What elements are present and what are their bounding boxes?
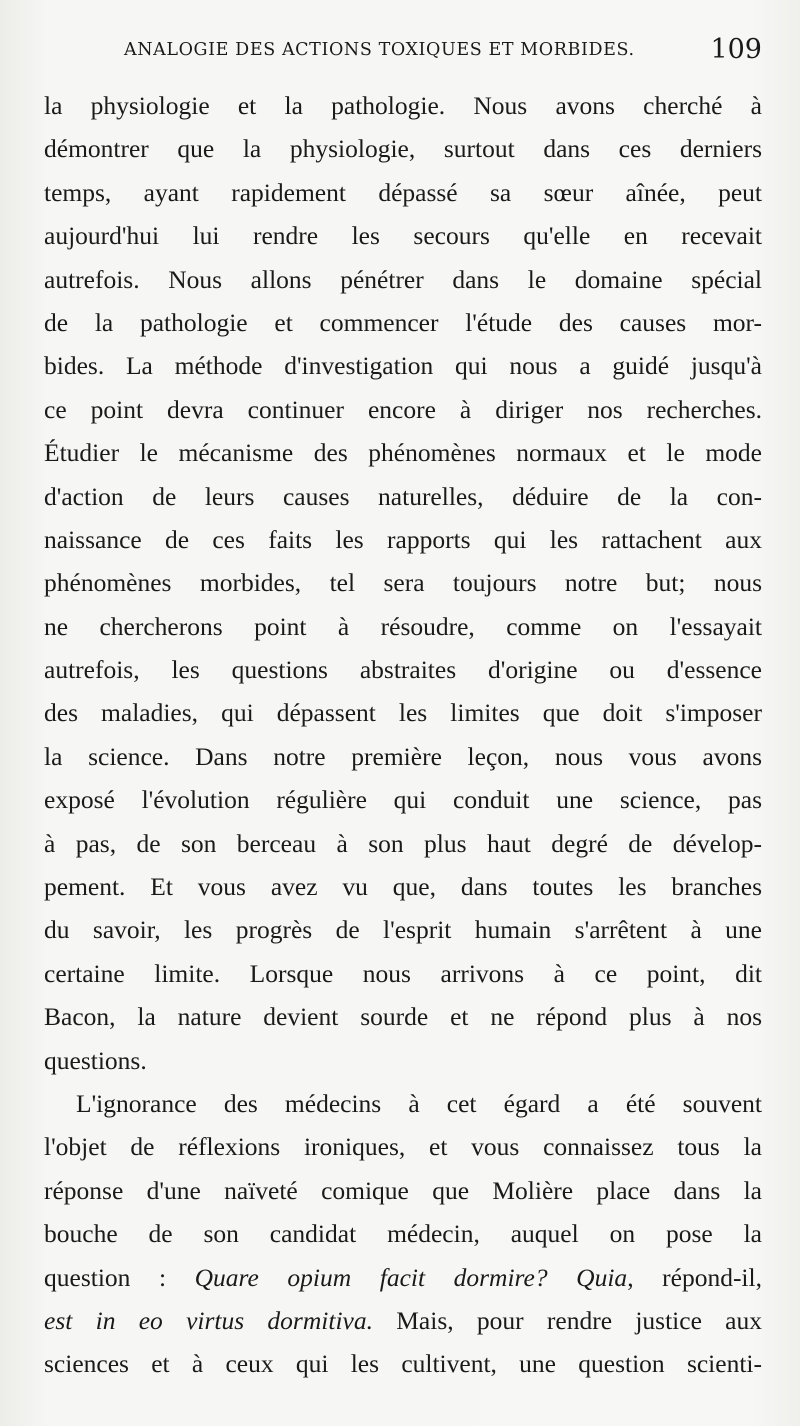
- text-line: réponse d'une naïveté comique que Molière place dans la: [44, 1175, 762, 1205]
- text-line: démontrer que la physiologie, surtout dans ces derniers: [44, 134, 762, 164]
- text-line: bides. La méthode d'investigation qui nous a guidé jusqu'à: [44, 351, 762, 381]
- text-line: temps, ayant rapidement dépassé sa sœur aînée, peut: [44, 177, 762, 207]
- latin-quote: Quare opium facit dormire? Quia: [194, 1262, 628, 1292]
- text-line: ce point devra continuer encore à diriger nos recherches.: [44, 394, 762, 424]
- text-line: la physiologie et la pathologie. Nous avons cherché à: [44, 91, 762, 120]
- page-header: [44, 34, 762, 70]
- text-line: bouche de son candidat médecin, auquel on pose la: [44, 1219, 762, 1249]
- paragraph-start-line: L'ignorance des médecins à cet égard a été souvent: [76, 1088, 762, 1118]
- text-line: autrefois. Nous allons pénétrer dans le domaine spécial: [44, 264, 762, 294]
- text-segment: question :: [44, 1262, 195, 1292]
- text-line-with-latin-quote: [44, 1299, 762, 1342]
- running-title: ANALOGIE DES ACTIONS TOXIQUES ET MORBIDES.: [124, 40, 635, 60]
- text-line: certaine limite. Lorsque nous arrivons à ce point, dit: [44, 958, 762, 988]
- text-line: Étudier le mécanisme des phénomènes normaux et le mode: [44, 438, 762, 468]
- text-line: sciences et à ceux qui les cultivent, une question scienti-: [44, 1349, 762, 1379]
- text-line: du savoir, les progrès de l'esprit humain s'arrêtent à une: [44, 915, 762, 945]
- text-line-with-latin-quote: [44, 1256, 762, 1299]
- text-line: la science. Dans notre première leçon, nous vous avons: [44, 741, 762, 771]
- text-line: aujourd'hui lui rendre les secours qu'elle en recevait: [44, 221, 762, 251]
- text-line: de la pathologie et commencer l'étude des causes mor-: [44, 307, 762, 337]
- text-line: d'action de leurs causes naturelles, déduire de la con-: [44, 481, 762, 511]
- body-text: [44, 84, 762, 1386]
- text-line: pement. Et vous avez vu que, dans toutes les branches: [44, 872, 762, 902]
- text-line: autrefois, les questions abstraites d'origine ou d'essence: [44, 655, 762, 685]
- text-line: des maladies, qui dépassent les limites que doit s'imposer: [44, 698, 762, 728]
- paragraph-end-line: questions.: [44, 1045, 147, 1075]
- text-segment: , répond-il,: [627, 1262, 762, 1292]
- text-line: à pas, de son berceau à son plus haut degré de dévelop-: [44, 828, 762, 858]
- text-line: ne chercherons point à résoudre, comme on l'essayait: [44, 611, 762, 641]
- text-line: l'objet de réflexions ironiques, et vous connaissez tous la: [44, 1132, 762, 1162]
- latin-quote: est in eo virtus dormitiva.: [44, 1305, 373, 1335]
- text-line: Bacon, la nature devient sourde et ne répond plus à nos: [44, 1002, 762, 1032]
- page-number: 109: [710, 34, 762, 65]
- text-line: phénomènes morbides, tel sera toujours notre but; nous: [44, 568, 762, 598]
- text-segment: Mais, pour rendre justice aux: [372, 1305, 762, 1335]
- text-line: exposé l'évolution régulière qui conduit une science, pas: [44, 785, 762, 815]
- text-line: naissance de ces faits les rapports qui les rattachent aux: [44, 524, 762, 554]
